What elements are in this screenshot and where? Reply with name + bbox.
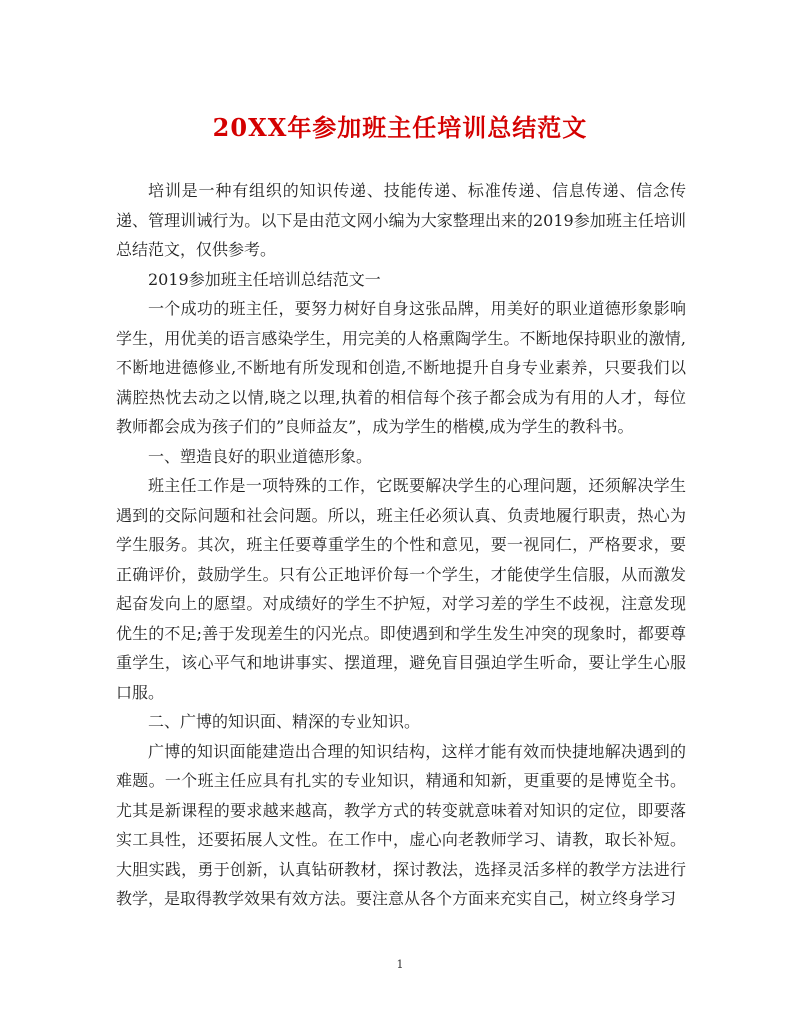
section-heading: 2019参加班主任培训总结范文一 bbox=[148, 269, 381, 289]
body-paragraph: 广博的知识面能建造出合理的知识结构，这样才能有效而快捷地解决遇到的难题。一个班主任应具有扎实的专业知识，精通和知新，更重要的是博览全书。尤其是新课程的要求越来越高，教学方式的转变就意味着对知识的定位，即要落实工具性，还要拓展人文性。在工作中，虚心向老教师学习、请教，取长补短。大胆实践，勇于创新，认真钻研教材，探讨教法，选择灵活多样的教学方法进行教学，是取得教学效果有效方法。要注意从各个方面来充实自己，树立终身学习 bbox=[116, 741, 686, 908]
document-title: 20XX年参加班主任培训总结范文 bbox=[212, 113, 588, 142]
document-body bbox=[116, 176, 686, 914]
subsection-heading: 二、广博的知识面、精深的专业知识。 bbox=[148, 712, 421, 731]
intro-paragraph: 培训是一种有组织的知识传递、技能传递、标准传递、信息传递、信念传递、管理训诫行为。以下是由范文网小编为大家整理出来的2019参加班主任培训总结范文，仅供参考。 bbox=[116, 181, 686, 259]
body-paragraph: 一个成功的班主任，要努力树好自身这张品牌，用美好的职业道德形象影响学生，用优美的语言感染学生，用完美的人格熏陶学生。不断地保持职业的激情,不断地进德修业,不断地有所发现和创造,不断地提升自身专业素养，只要我们以满腔热忱去动之以情,晓之以理,执着的相信每个孩子都会成为有用的人才，每位教师都会成为孩子们的”良师益友”，成为学生的楷模,成为学生的教科书。 bbox=[116, 299, 686, 436]
page-number: 1 bbox=[396, 958, 404, 971]
body-paragraph: 班主任工作是一项特殊的工作，它既要解决学生的心理问题，还须解决学生遇到的交际问题和社会问题。所以，班主任必须认真、负责地履行职责，热心为学生服务。其次，班主任要尊重学生的个性和意见，要一视同仁，严格要求，要正确评价，鼓励学生。只有公正地评价每一个学生，才能使学生信服，从而激发起奋发向上的愿望。对成绩好的学生不护短，对学习差的学生不歧视，注意发现优生的不足;善于发现差生的闪光点。即使遇到和学生发生冲突的现象时，都要尊重学生，该心平气和地讲事实、摆道理，避免盲目强迫学生听命，要让学生心服口服。 bbox=[116, 476, 686, 702]
subsection-heading: 一、塑造良好的职业道德形象。 bbox=[148, 446, 373, 466]
